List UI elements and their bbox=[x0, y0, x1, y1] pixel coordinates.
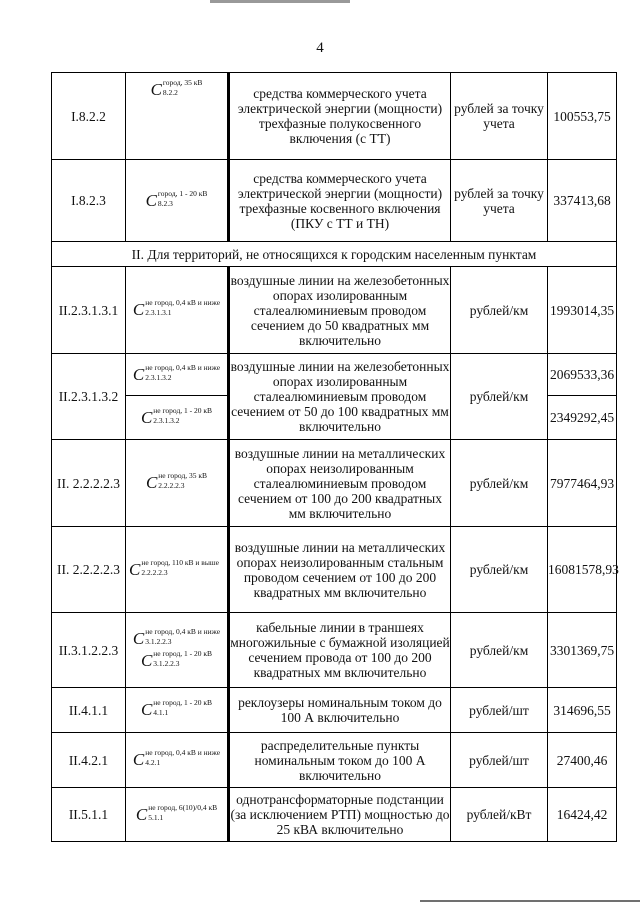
row-unit: рублей/кВт bbox=[451, 788, 548, 842]
row-unit: рублей за точку учета bbox=[451, 73, 548, 160]
formula-cell bbox=[126, 613, 229, 688]
page-number: 4 bbox=[316, 40, 324, 56]
row-unit: рублей/км bbox=[451, 613, 548, 688]
table-row bbox=[52, 613, 617, 688]
row-code: II. 2.2.2.2.3 bbox=[52, 527, 126, 613]
row-description: воздушные линии на металлических опорах неизолированным стальным проводом сечением от 100 до 200 квадратных мм включительно bbox=[229, 527, 451, 613]
row-unit: рублей/км bbox=[451, 440, 548, 527]
formula-symbol: C не город, 1 - 20 кВ 4.1.1 bbox=[140, 698, 213, 719]
formula-symbol: C не город, 6(10)/0,4 кВ 5.1.1 bbox=[135, 802, 218, 824]
table-row bbox=[52, 788, 617, 842]
row-unit: рублей/км bbox=[451, 527, 548, 613]
row-unit: рублей за точку учета bbox=[451, 160, 548, 242]
row-description: воздушные линии на металлических опорах неизолированным сталеалюминиевым проводом сечением от 100 до 200 квадратных мм включительно bbox=[229, 440, 451, 527]
table-row bbox=[52, 733, 617, 788]
formula-cell bbox=[126, 396, 229, 440]
formula-symbol: C не город, 0,4 кВ и ниже 2.3.1.3.1 bbox=[132, 298, 221, 319]
formula-symbol: C не город, 35 кВ 2.2.2.2.3 bbox=[145, 471, 208, 492]
row-description: средства коммерческого учета электрической энергии (мощности) трехфазные косвенного включения (ПКУ с ТТ и ТН) bbox=[229, 160, 451, 242]
row-unit: рублей/км bbox=[451, 267, 548, 354]
scan-artifact-bottom bbox=[420, 900, 640, 902]
row-code: II.2.3.1.3.2 bbox=[52, 354, 126, 440]
row-description: средства коммерческого учета электрической энергии (мощности) трехфазные полукосвенного включения (с ТТ) bbox=[229, 73, 451, 160]
row-code: II.2.3.1.3.1 bbox=[52, 267, 126, 354]
formula-cell bbox=[126, 527, 229, 613]
scan-artifact-top bbox=[210, 0, 350, 3]
row-code: II.4.2.1 bbox=[52, 733, 126, 788]
table-row bbox=[52, 440, 617, 527]
formula-cell bbox=[126, 354, 229, 396]
table-row bbox=[52, 354, 617, 396]
row-description: однотрансформаторные подстанции (за исключением РТП) мощностью до 25 кВА включительно bbox=[229, 788, 451, 842]
row-code: II.4.1.1 bbox=[52, 688, 126, 733]
formula-cell bbox=[126, 788, 229, 842]
row-code: II.5.1.1 bbox=[52, 788, 126, 842]
formula-symbol: C не город, 1 - 20 кВ 2.3.1.3.2 bbox=[140, 405, 213, 427]
row-description: воздушные линии на железобетонных опорах изолированным сталеалюминиевым проводом сечением до 50 квадратных мм включительно bbox=[229, 267, 451, 354]
row-description: распределительные пункты номинальным током до 100 А включительно bbox=[229, 733, 451, 788]
row-price: 27400,46 bbox=[548, 733, 617, 788]
row-price: 3301369,75 bbox=[548, 613, 617, 688]
row-code: II.3.1.2.2.3 bbox=[52, 613, 126, 688]
formula-cell bbox=[126, 688, 229, 733]
table-row bbox=[52, 267, 617, 354]
row-unit: рублей/шт bbox=[451, 688, 548, 733]
formula-symbol: C город, 35 кВ 8.2.2 bbox=[150, 78, 203, 99]
formula-symbol: C не город, 0,4 кВ и ниже 3.1.2.2.3 bbox=[132, 627, 221, 648]
formula-cell bbox=[126, 160, 229, 242]
row-code: II. 2.2.2.2.3 bbox=[52, 440, 126, 527]
row-unit: рублей/км bbox=[451, 354, 548, 440]
row-price: 2349292,45 bbox=[548, 396, 617, 440]
row-price: 337413,68 bbox=[548, 160, 617, 242]
formula-cell bbox=[126, 267, 229, 354]
row-description: воздушные линии на железобетонных опорах изолированным сталеалюминиевым проводом сечением от 50 до 100 квадратных мм включительно bbox=[229, 354, 451, 440]
row-description: кабельные линии в траншеях многожильные с бумажной изоляцией сечением провода от 100 до 200 квадратных мм включительно bbox=[229, 613, 451, 688]
row-price: 100553,75 bbox=[548, 73, 617, 160]
row-description: реклоузеры номинальным током до 100 А включительно bbox=[229, 688, 451, 733]
row-price: 7977464,93 bbox=[548, 440, 617, 527]
row-price: 16081578,93 bbox=[548, 527, 617, 613]
table-row bbox=[52, 527, 617, 613]
row-price: 16424,42 bbox=[548, 788, 617, 842]
tariff-table bbox=[51, 72, 617, 842]
row-price: 2069533,36 bbox=[548, 354, 617, 396]
row-code: I.8.2.3 bbox=[52, 160, 126, 242]
section-title: II. Для территорий, не относящихся к городским населенным пунктам bbox=[52, 242, 617, 267]
formula-symbol: C город, 1 - 20 кВ 8.2.3 bbox=[145, 188, 208, 210]
table-row bbox=[52, 160, 617, 242]
formula-cell bbox=[126, 440, 229, 527]
table-row bbox=[52, 73, 617, 160]
row-unit: рублей/шт bbox=[451, 733, 548, 788]
formula-cell bbox=[126, 733, 229, 788]
formula-symbol: C не город, 110 кВ и выше 2.2.2.2.3 bbox=[129, 557, 219, 579]
row-code: I.8.2.2 bbox=[52, 73, 126, 160]
formula-symbol: C не город, 1 - 20 кВ 3.1.2.2.3 bbox=[140, 649, 213, 670]
formula-cell bbox=[126, 73, 229, 160]
section-row bbox=[52, 242, 617, 267]
row-price: 314696,55 bbox=[548, 688, 617, 733]
formula-symbol: C не город, 0,4 кВ и ниже 2.3.1.3.2 bbox=[132, 362, 221, 384]
formula-symbol: C не город, 0,4 кВ и ниже 4.2.1 bbox=[132, 748, 221, 769]
table-row bbox=[52, 688, 617, 733]
row-price: 1993014,35 bbox=[548, 267, 617, 354]
